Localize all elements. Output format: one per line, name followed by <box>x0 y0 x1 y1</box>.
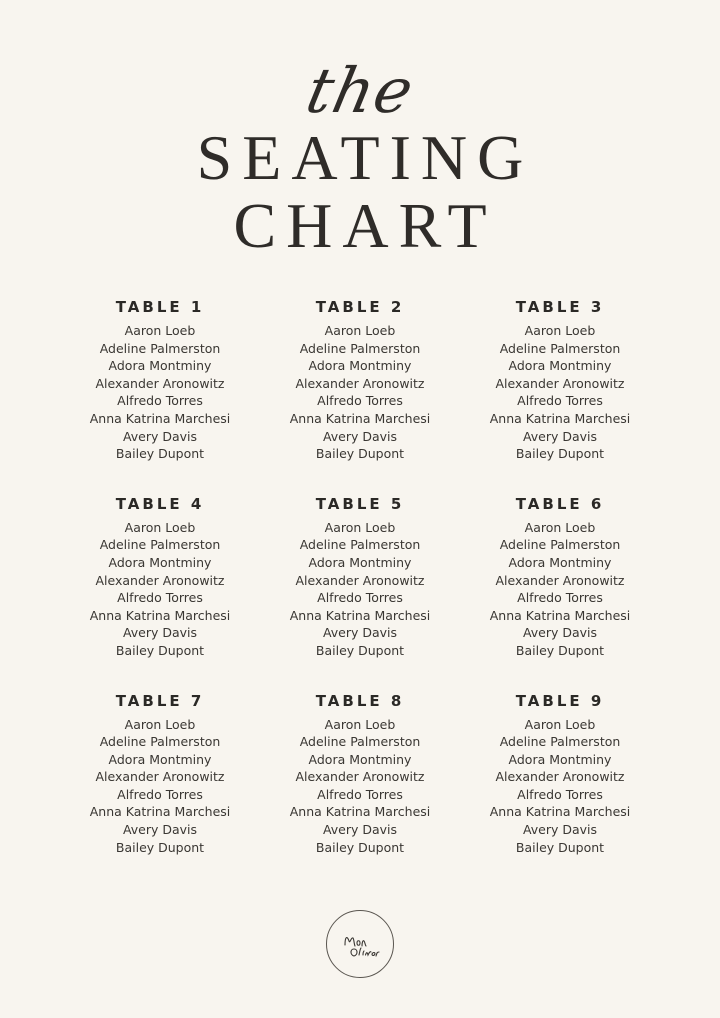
guest-name: Alfredo Torres <box>117 786 203 802</box>
guest-name: Anna Katrina Marchesi <box>289 607 431 623</box>
guest-name: Adora Montminy <box>108 358 212 374</box>
guest-name: Alfredo Torres <box>117 590 203 606</box>
title-line-seating: SEATING <box>196 122 534 193</box>
guest-name: Alexander Aronowitz <box>95 769 225 785</box>
guest-name: Adeline Palmerston <box>499 537 621 553</box>
guest-name: Adeline Palmerston <box>99 734 221 750</box>
guest-name: Bailey Dupont <box>115 839 205 855</box>
guest-name: Adeline Palmerston <box>499 340 621 356</box>
guest-name: Alexander Aronowitz <box>495 375 625 391</box>
guest-name: Aaron Loeb <box>524 519 596 535</box>
table-block-3 <box>460 296 660 463</box>
guest-name: Alexander Aronowitz <box>295 572 425 588</box>
guest-name: Aaron Loeb <box>324 323 396 338</box>
guest-name: Avery Davis <box>522 428 598 444</box>
table-title: TABLE 7 <box>115 691 205 710</box>
guest-name: Aaron Loeb <box>324 716 396 732</box>
guest-name: Alexander Aronowitz <box>95 375 225 391</box>
guest-name: Bailey Dupont <box>315 839 405 855</box>
guest-name: Avery Davis <box>322 428 398 444</box>
table-title: TABLE 9 <box>515 691 605 710</box>
table-title: TABLE 2 <box>315 298 405 316</box>
guest-name: Adeline Palmerston <box>299 340 421 356</box>
guest-name: Avery Davis <box>122 625 198 641</box>
guest-name: Bailey Dupont <box>515 446 605 462</box>
guest-name: Avery Davis <box>322 625 398 641</box>
guest-name: Alexander Aronowitz <box>495 769 625 785</box>
guest-name: Aaron Loeb <box>324 519 396 535</box>
table-title: TABLE 5 <box>315 494 405 513</box>
guest-name: Avery Davis <box>122 428 198 444</box>
guest-name: Adora Montminy <box>308 751 412 767</box>
guest-name: Adora Montminy <box>108 554 212 570</box>
guest-name: Avery Davis <box>522 625 598 641</box>
guest-name: Alfredo Torres <box>117 393 203 409</box>
title-line-chart: CHART <box>233 190 497 261</box>
guest-name: Adora Montminy <box>508 358 612 374</box>
table-title: TABLE 8 <box>315 691 405 710</box>
tables-grid <box>60 296 660 856</box>
guest-name: Bailey Dupont <box>115 642 205 658</box>
table-title: TABLE 1 <box>115 298 205 316</box>
guest-name: Alfredo Torres <box>317 786 403 802</box>
guest-name: Alfredo Torres <box>517 590 603 606</box>
table-block-8 <box>260 690 460 857</box>
guest-name: Adeline Palmerston <box>499 734 621 750</box>
guest-name: Alexander Aronowitz <box>295 769 425 785</box>
guest-name: Anna Katrina Marchesi <box>89 410 231 426</box>
table-block-9 <box>460 690 660 857</box>
guest-name: Aaron Loeb <box>124 716 196 732</box>
guest-name: Bailey Dupont <box>315 642 405 658</box>
guest-name: Adora Montminy <box>508 751 612 767</box>
guest-name: Anna Katrina Marchesi <box>489 607 631 623</box>
guest-name: Aaron Loeb <box>524 323 596 338</box>
guest-name: Adora Montminy <box>308 554 412 570</box>
guest-name: Adeline Palmerston <box>299 537 421 553</box>
guest-name: Adora Montminy <box>508 554 612 570</box>
guest-name: Anna Katrina Marchesi <box>489 804 631 820</box>
brand-logo-icon <box>326 910 394 978</box>
guest-name: Avery Davis <box>322 822 398 838</box>
guest-name: Alexander Aronowitz <box>95 572 225 588</box>
script-title-word: the <box>300 54 421 127</box>
table-title: TABLE 4 <box>115 494 205 513</box>
guest-name: Alfredo Torres <box>517 786 603 802</box>
guest-name: Anna Katrina Marchesi <box>489 410 631 426</box>
table-block-4 <box>60 493 260 660</box>
guest-name: Adeline Palmerston <box>99 340 221 356</box>
guest-name: Adora Montminy <box>108 751 212 767</box>
guest-name: Bailey Dupont <box>515 642 605 658</box>
table-block-7 <box>60 690 260 857</box>
table-block-2 <box>260 296 460 463</box>
guest-name: Aaron Loeb <box>124 323 196 338</box>
guest-name: Adeline Palmerston <box>99 537 221 553</box>
guest-name: Anna Katrina Marchesi <box>89 804 231 820</box>
guest-name: Bailey Dupont <box>315 446 405 462</box>
page-header <box>0 54 720 261</box>
guest-name: Avery Davis <box>122 822 198 838</box>
guest-name: Aaron Loeb <box>124 519 196 535</box>
table-block-5 <box>260 493 460 660</box>
guest-name: Adora Montminy <box>308 358 412 374</box>
table-title: TABLE 3 <box>515 298 605 316</box>
guest-name: Anna Katrina Marchesi <box>289 410 431 426</box>
table-block-1 <box>60 296 260 463</box>
guest-name: Alexander Aronowitz <box>495 572 625 588</box>
guest-name: Avery Davis <box>522 822 598 838</box>
guest-name: Alfredo Torres <box>317 393 403 409</box>
guest-name: Adeline Palmerston <box>299 734 421 750</box>
guest-name: Bailey Dupont <box>115 446 205 462</box>
guest-name: Alexander Aronowitz <box>295 375 425 391</box>
guest-name: Aaron Loeb <box>524 716 596 732</box>
guest-name: Anna Katrina Marchesi <box>289 804 431 820</box>
table-title: TABLE 6 <box>515 494 605 513</box>
table-block-6 <box>460 493 660 660</box>
guest-name: Bailey Dupont <box>515 839 605 855</box>
guest-name: Alfredo Torres <box>317 590 403 606</box>
guest-name: Alfredo Torres <box>517 393 603 409</box>
guest-name: Anna Katrina Marchesi <box>89 607 231 623</box>
brand-logo-script-icon <box>327 911 395 979</box>
